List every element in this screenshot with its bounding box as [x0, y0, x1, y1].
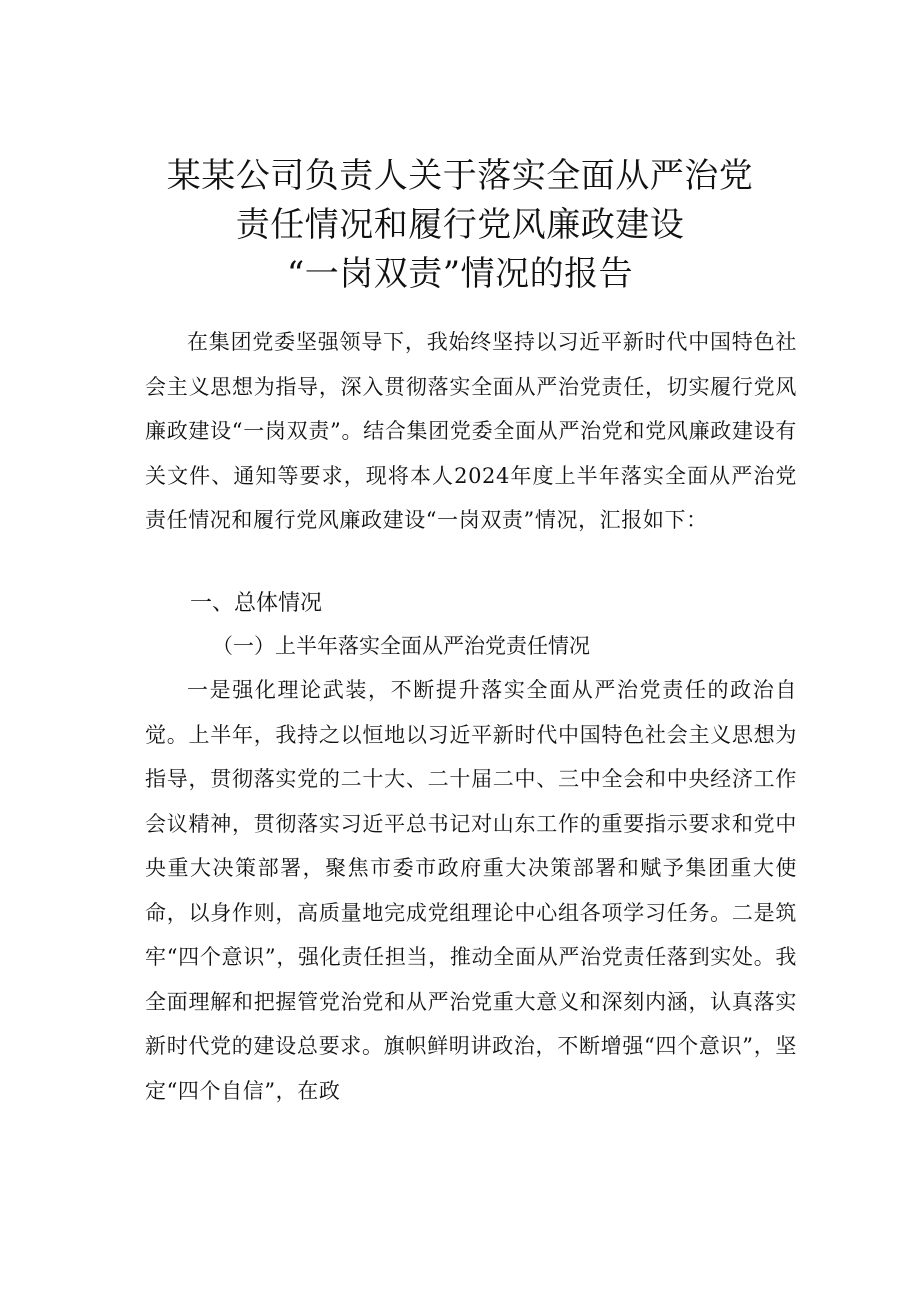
report-title	[120, 152, 800, 299]
title-line-1: 某某公司负责人关于落实全面从严治党	[166, 156, 754, 196]
body-paragraph-1: 一是强化理论武装，不断提升落实全面从严治党责任的政治自觉。上半年，我持之以恒地以习近平新时代中国特色社会主义思想为指导，贯彻落实党的二十大、二十届二中、三中全会和中央经济工作会议精神，贯彻落实习近平总书记对山东工作的重要指示要求和党中央重大决策部署，聚焦市委市政府重大决策部署和赋予集团重大使命，以身作则，高质量地完成党组理论中心组各项学习任务。二是筑牢“四个意识”，强化责任担当，推动全面从严治党责任落到实处。我全面理解和把握管党治党和从严治党重大意义和深刻内涵，认真落实新时代党的建设总要求。旗帜鲜明讲政治，不断增强“四个意识”，坚定“四个自信”，在政	[145, 678, 797, 1103]
section-heading-overall: 一、总体情况	[190, 591, 323, 616]
title-line-2: 责任情况和履行党风廉政建设	[235, 205, 685, 245]
title-line-3: “一岗双责”情况的报告	[286, 254, 634, 294]
sub-heading-first-half: （一）上半年落实全面从严治党责任情况	[212, 634, 590, 658]
intro-paragraph: 在集团党委坚强领导下，我始终坚持以习近平新时代中国特色社会主义思想为指导，深入贯彻落实全面从严治党责任，切实履行党风廉政建设“一岗双责”。结合集团党委全面从严治党和党风廉政建设有关文件、通知等要求，现将本人2024年度上半年落实全面从严治党责任情况和履行党风廉政建设“一岗双责”情况，汇报如下：	[145, 330, 797, 532]
